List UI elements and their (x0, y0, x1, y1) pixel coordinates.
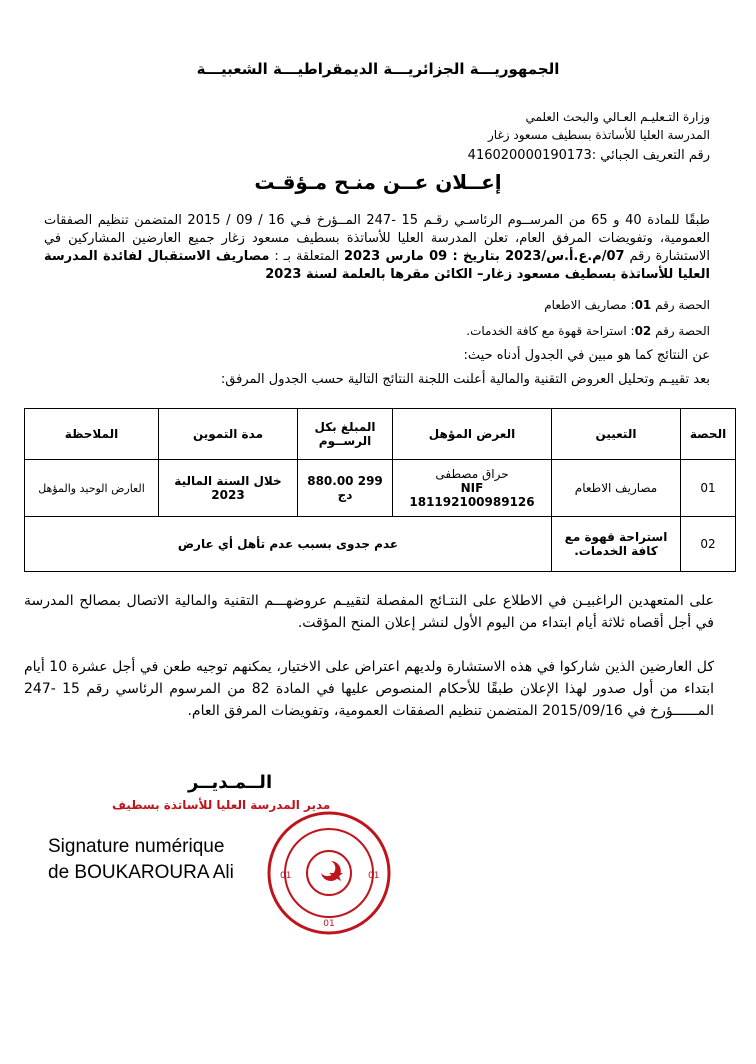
svg-text:01: 01 (280, 871, 292, 881)
lot2-number: 02 (634, 324, 652, 338)
consultation-subject: مصاريف الاستقبال لفائدة المدرسة العليا للأساتذة بسطيف مسعود زغار– الكائن مقرها بالعلمة لسنة 2023 (44, 249, 710, 282)
intro-paragraph (44, 212, 710, 284)
cell-lot: 01 (681, 460, 736, 517)
header-amount: المبلغ بكل الرســوم (298, 409, 393, 460)
cell-designation: مصاريف الاطعام (552, 460, 681, 517)
table-header-row (25, 409, 736, 460)
svg-text:01: 01 (323, 919, 335, 929)
tax-id-line: رقم التعريف الجبائي :416020000190173 (467, 148, 710, 163)
results-table (24, 408, 736, 572)
cell-infructuous: عدم جدوى بسبب عدم تأهل أي عارض (25, 517, 552, 572)
header-designation: التعيين (552, 409, 681, 460)
bidder-nif: NIF 181192100989126 (409, 481, 535, 509)
official-seal-icon (264, 808, 394, 938)
cell-amount: 299 880.00 دج (298, 460, 393, 517)
school-line: المدرسة العليا للأساتذة بسطيف مسعود زغار (488, 128, 710, 142)
results-intro-2: بعد تقييـم وتحليل العروض التقنية والمالية أعلنت اللجنة النتائج التالية حسب الجدول المرفق: (220, 372, 710, 387)
cell-designation: استراحة قهوة مع كافة الخدمات. (552, 517, 681, 572)
director-stamp-line: مدير المدرسة العليا للأساتذة بسطيف (112, 798, 331, 812)
results-intro-1: عن النتائج كما هو مبين في الجدول أدناه حيث: (463, 348, 710, 363)
digital-signature-line1: Signature numérique (48, 836, 225, 857)
header-note: الملاحظة (25, 409, 159, 460)
lot2-text: : استراحة قهوة مع كافة الخدمات. (466, 324, 635, 338)
header-lot: الحصة (681, 409, 736, 460)
cell-duration: خلال السنة المالية 2023 (159, 460, 298, 517)
table-row (25, 460, 736, 517)
lot2-prefix: الحصة رقم (651, 324, 710, 338)
cell-bidder (393, 460, 552, 517)
header-duration: مدة التموين (159, 409, 298, 460)
cell-lot: 02 (681, 517, 736, 572)
cell-note: العارض الوحيد والمؤهل (25, 460, 159, 517)
announcement-title: إعــلان عــن منـح مـؤقـت (254, 170, 502, 194)
consultation-ref: 07/م.ع.أ.س/2023 بتاريخ : 09 مارس 2023 (344, 249, 625, 264)
intro-text: طبقًا للمادة 40 و 65 من المرســوم الرئاسـي رقـم 15 -247 المــؤرخ فـي 16 / 09 / 2015 المتضمن تنظيم الصفقات العمومية، وتفويضات المرفق العام، تعلن المدرسة العليا للأساتذة بسطيف مسعود زغار جميع العارضين المشاركين في الاستشارة رقم (44, 213, 710, 264)
table-row (25, 517, 736, 572)
director-title: الــمـديــر (188, 772, 273, 793)
appeal-paragraph: كل العارضين الذين شاركوا في هذه الاستشارة ولديهم اعتراض على الاختيار، يمكنهم توجيه طعن في أجل عشرة 10 أيام ابتداء من أول صدور لهذا الإعلان طبقًا للأحكام المنصوص عليها في المادة 82 من المرسوم الرئاسي رقم 15 -247 المــــــؤرخ في 2015/09/16 المتضمن تنظيم الصفقات العمومية، وتفويضات المرفق العام. (24, 659, 714, 719)
lot1-prefix: الحصة رقم (651, 298, 710, 312)
intro-text-cont: المتعلقة بـ : (269, 249, 344, 264)
digital-signature-line2: de BOUKAROURA Ali (48, 862, 234, 883)
bidder-name: حراق مصطفى (435, 467, 509, 481)
lot2-line (466, 324, 710, 338)
header-bidder: العرض المؤهل (393, 409, 552, 460)
digital-signature (48, 834, 234, 886)
republic-heading: الجمهوريـــة الجزائريـــة الديمقراطيـــة الشعبيـــة (196, 60, 560, 78)
ministry-line: وزارة التـعليـم العـالي والبحث العلمي (525, 110, 710, 124)
lot1-number: 01 (634, 298, 652, 312)
lot1-text: : مصاريف الاطعام (544, 298, 635, 312)
consultation-paragraph: على المتعهدين الراغبيـن في الاطلاع على النتـائج المفصلة لتقييـم عروضهـــم التقنية والمالية الاتصال بمصالح المدرسة في أجل أقصاه ثلاثة أيام ابتداء من اليوم الأول لنشر إعلان المنح المؤقت. (24, 593, 714, 631)
lot1-line (544, 298, 710, 312)
svg-text:01: 01 (368, 871, 380, 881)
